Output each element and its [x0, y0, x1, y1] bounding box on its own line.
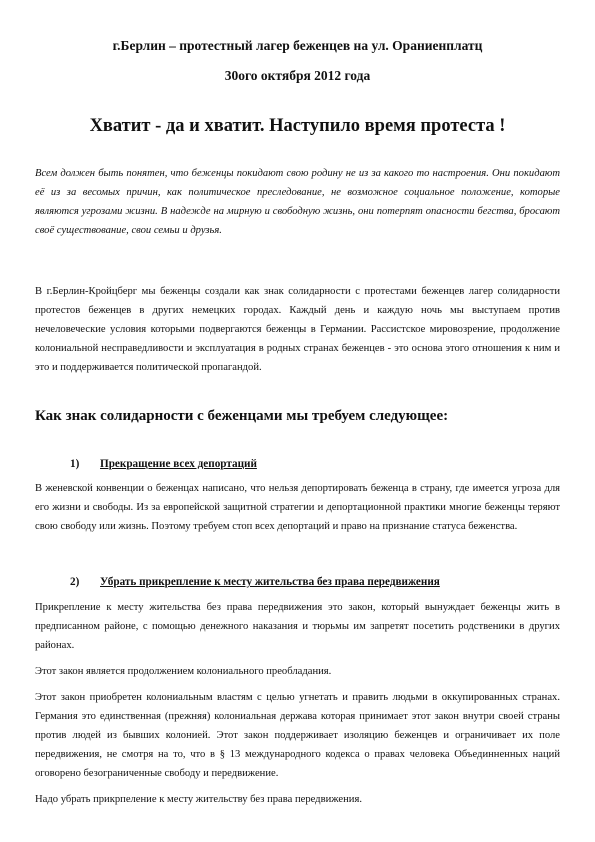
intro-paragraph: Всем должен быть понятен, что беженцы покидают свою родину не из за какого то настроения. Они покидают её из за весомых причин, как политическое преследование, не возможное социальное положение, которые являются угрозами жизни. В надежде на мирную и свободную жизнь, они потерпят опасности бегства, бросают своё существование, свои семьи и друзья.: [35, 168, 560, 236]
section2-paragraph: Надо убрать прикрпеление к месту жительству без права передвижения.: [35, 794, 362, 805]
headline: Хватит - да и хватит. Наступило время протеста !: [89, 116, 506, 136]
section2-heading: [70, 576, 440, 588]
section2-paragraph: Этот закон является продолжением колониального преобладания.: [35, 666, 332, 677]
section1-number: 1): [70, 458, 80, 470]
section2-paragraph: Этот закон приобретен колониальным властям с целью угнетать и править людьми в оккупированных странах. Германия это единственная (прежняя) колониальная держава которая принимает этот закон внутри своей страны против людей из бывших колонией. Этот закон поддерживает изоляцию беженцев и ограничивает их поле передвижения, не смотря на то, что в § 13 международного кодекса о правах человека Объединненных наций оговорено безограниченные свободу и передвижение.: [35, 692, 560, 779]
section2-title: Убрать прикрепление к месту жительства без права передвижения: [100, 576, 440, 588]
solidarity-paragraph: В г.Берлин-Кройцберг мы беженцы создали как знак солидарности с протестами беженцев лагер солидарности протестов беженцев в других немецких городах. Каждый день и каждую ночь мы выступаем против нечеловеческие условия которыми подвергаются беженцы в Германии. Рассистское мировозрение, продолжение колониальной несправедливости и эксплуатация в родных странах беженцев - это основа этого отношения к ним и это и поддерживается политической пропагандой.: [35, 286, 560, 373]
section2-number: 2): [70, 576, 80, 588]
section1-body: [35, 479, 560, 543]
section2-paragraph: Прикрепление к месту жительства без права передвижения это закон, который вынуждает беженцы жить в предписанном районе, с помощью денежного наказания и тюрьмы им запретят посетить родственики в других районах.: [35, 602, 560, 651]
demands-heading: Как знак солидарности с беженцами мы требуем следующее:: [35, 408, 449, 424]
section1-heading: [70, 458, 257, 470]
section2-body: [35, 598, 560, 816]
document-date: 30ого октября 2012 года: [224, 68, 371, 83]
document-title: г.Берлин – протестный лагер беженцев на ул. Ораниенплатц: [112, 38, 483, 53]
section1-title: Прекращение всех депортаций: [100, 458, 257, 470]
section1-paragraph: В женевской конвенции о беженцах написано, что нельзя депортировать беженца в страну, где имеется угроза для его жизни и свободы. Из за европейской защитной стратегии и депортационной практики многие беженцы теряют свою свободу или жизнь. Поэтому требуем стоп всех депортаций и право на признание статуса беженства.: [35, 483, 560, 532]
